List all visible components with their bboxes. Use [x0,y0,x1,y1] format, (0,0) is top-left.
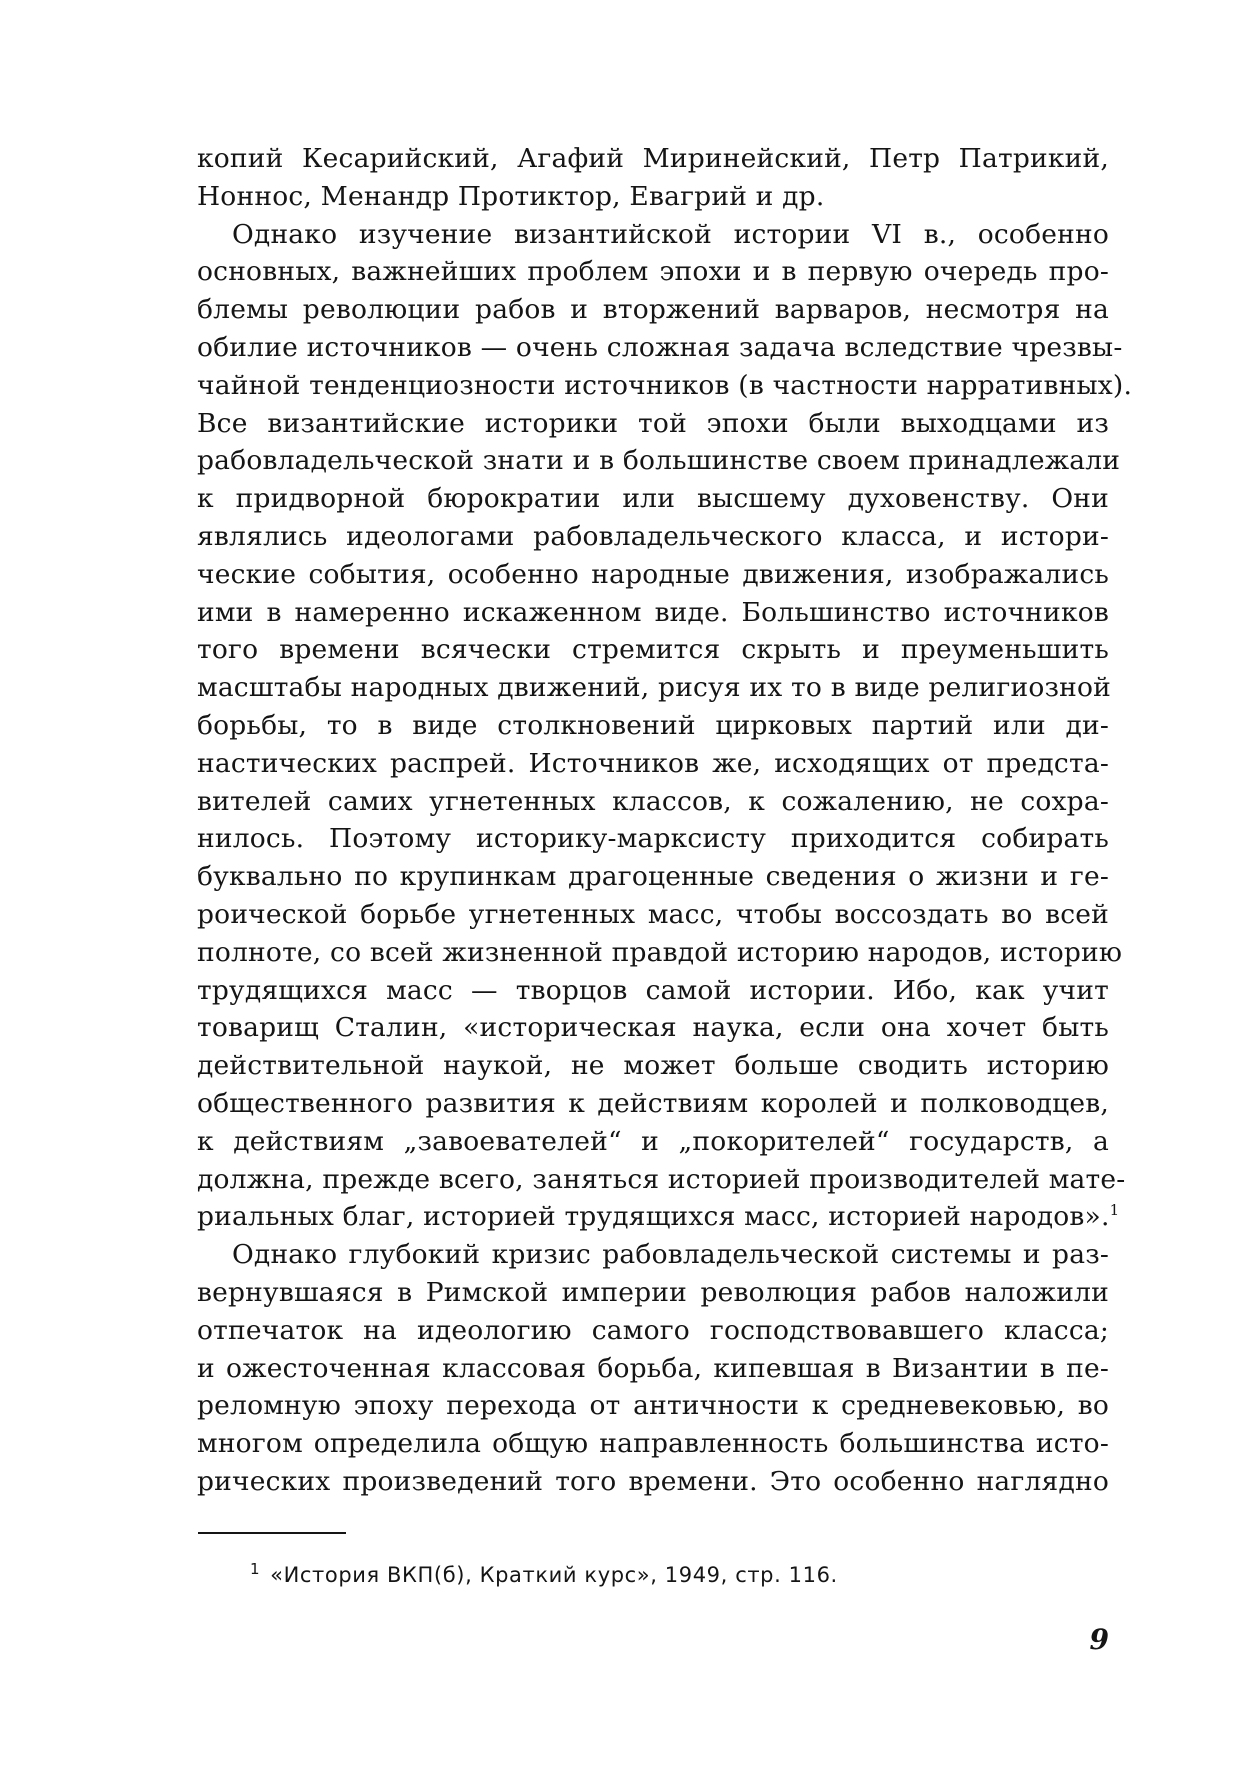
text-line: ческие события, особенно народные движения, изображались [197,558,1109,590]
text-line: риальных благ, историей трудящихся масс, историей народов». [197,1201,1110,1233]
text-line: масштабы народных движений, рисуя их то в виде религиозной [197,672,1112,704]
text-line-with-footnote-ref [197,1198,1120,1236]
text-line: роической борьбе угнетенных масс, чтобы воссоздать во всей [197,898,1109,930]
text-line: буквально по крупинкам драгоценные сведения о жизни и ге- [197,861,1109,893]
text-line: многом определила общую направленность большинства исто- [197,1428,1109,1460]
text-line: вителей самих угнетенных классов, к сожалению, не сохра- [197,785,1109,817]
text-line: к действиям „завоевателей“ и „покорителей“ государств, а [197,1125,1109,1157]
text-line: к придворной бюрократии или высшему духовенству. Они [197,483,1109,515]
text-line: действительной наукой, не может больше сводить историю [197,1050,1109,1082]
text-line: копий Кесарийский, Агафий Миринейский, Петр Патрикий, [197,143,1109,174]
text-line: нилось. Поэтому историку-марксисту приходится собирать [197,823,1109,855]
text-line: Однако изучение византийской истории VI в., особенно [232,218,1109,250]
text-line: настических распрей. Источников же, исходящих от предста- [197,747,1109,779]
text-line: рических произведений того времени. Это особенно наглядно [197,1465,1109,1497]
text-line: чайной тенденциозности источников (в частности нарративных). [197,369,1133,401]
text-line: обилие источников — очень сложная задача вследствие чрезвы- [197,331,1123,363]
footnote-divider [198,1532,346,1534]
text-line: основных, важнейших проблем эпохи и в первую очередь про- [197,256,1109,288]
text-line: товарищ Сталин, «историческая наука, если она хочет быть [197,1012,1109,1044]
footnote-reference: 1 [1109,1201,1120,1220]
text-line: должна, прежде всего, заняться историей производителей мате- [197,1163,1126,1195]
text-line: вернувшаяся в Римской империи революция рабов наложили [197,1276,1109,1308]
text-line: рабовладельческой знати и в большинстве своем принадлежали [197,445,1121,477]
footnote-marker: 1 [250,1560,261,1578]
text-line: того времени всячески стремится скрыть и преуменьшить [197,634,1109,666]
text-line: Ноннос, Менандр Протиктор, Евагрий и др. [197,180,825,212]
footnote [250,1554,838,1590]
text-line: полноте, со всей жизненной правдой историю народов, историю [197,936,1123,968]
text-line: трудящихся масс — творцов самой истории. Ибо, как учит [197,974,1109,1006]
text-line: Все византийские историки той эпохи были выходцами из [197,407,1109,439]
footnote-text: «История ВКП(б), Краткий курс», 1949, стр. 116. [270,1563,838,1587]
text-line: борьбы, то в виде столкновений цирковых партий или ди- [197,709,1109,741]
text-line: ими в намеренно искаженном виде. Большинство источников [197,596,1109,628]
text-line: и ожесточенная классовая борьба, кипевшая в Византии в пе- [197,1352,1109,1384]
page-number: 9 [1089,1623,1109,1656]
text-line: отпечаток на идеологию самого господствовавшего класса; [197,1314,1109,1346]
text-line: блемы революции рабов и вторжений варваров, несмотря на [197,294,1109,326]
text-line: являлись идеологами рабовладельческого класса, и истори- [197,520,1109,552]
text-line: реломную эпоху перехода от античности к средневековью, во [197,1390,1109,1422]
body-text [197,140,1133,1501]
text-line: общественного развития к действиям королей и полководцев, [197,1087,1109,1119]
text-line: Однако глубокий кризис рабовладельческой системы и раз- [232,1239,1109,1271]
